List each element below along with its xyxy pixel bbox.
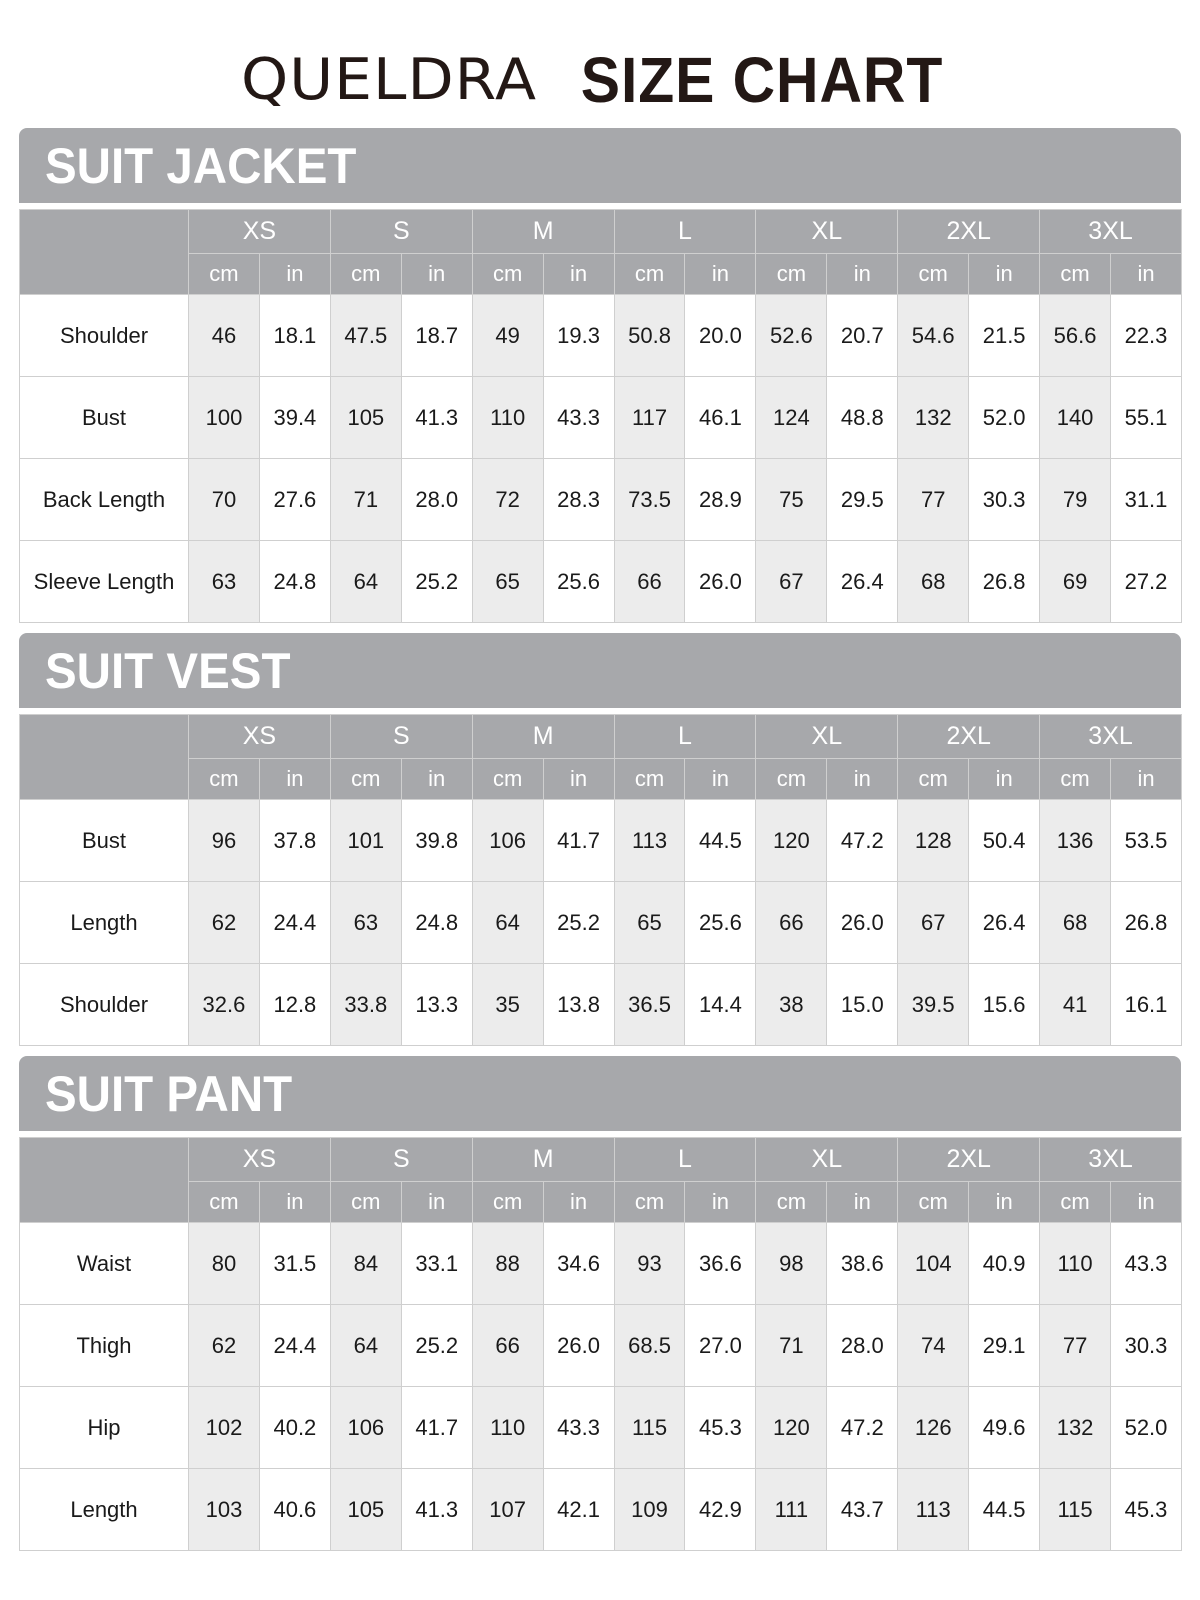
value-cm-cell: 68 — [898, 541, 969, 623]
value-in-cell: 29.5 — [827, 459, 898, 541]
unit-in-header: in — [1111, 254, 1182, 295]
value-in-cell: 20.0 — [685, 295, 756, 377]
value-cm-cell: 64 — [472, 882, 543, 964]
value-in-cell: 39.4 — [259, 377, 330, 459]
unit-cm-header: cm — [1040, 1182, 1111, 1223]
page-header — [0, 42, 1200, 118]
value-in-cell: 25.6 — [543, 541, 614, 623]
value-cm-cell: 73.5 — [614, 459, 685, 541]
table-row — [20, 882, 1182, 964]
section-title-band — [19, 633, 1181, 708]
value-cm-cell: 39.5 — [898, 964, 969, 1046]
value-cm-cell: 115 — [1040, 1469, 1111, 1551]
unit-cm-header: cm — [472, 759, 543, 800]
value-cm-cell: 74 — [898, 1305, 969, 1387]
value-in-cell: 55.1 — [1111, 377, 1182, 459]
brand-logo: QUELDRA — [241, 46, 537, 114]
value-in-cell: 41.7 — [543, 800, 614, 882]
value-in-cell: 14.4 — [685, 964, 756, 1046]
unit-cm-header: cm — [330, 759, 401, 800]
unit-header-row — [20, 759, 1182, 800]
value-in-cell: 40.9 — [969, 1223, 1040, 1305]
table-row — [20, 295, 1182, 377]
value-cm-cell: 79 — [1040, 459, 1111, 541]
value-cm-cell: 110 — [472, 377, 543, 459]
unit-in-header: in — [1111, 759, 1182, 800]
value-cm-cell: 98 — [756, 1223, 827, 1305]
value-in-cell: 28.9 — [685, 459, 756, 541]
size-header: XS — [189, 1138, 331, 1182]
unit-cm-header: cm — [614, 254, 685, 295]
value-cm-cell: 68 — [1040, 882, 1111, 964]
value-cm-cell: 100 — [189, 377, 260, 459]
value-cm-cell: 88 — [472, 1223, 543, 1305]
value-cm-cell: 68.5 — [614, 1305, 685, 1387]
value-cm-cell: 104 — [898, 1223, 969, 1305]
unit-cm-header: cm — [898, 1182, 969, 1223]
unit-cm-header: cm — [898, 254, 969, 295]
value-in-cell: 44.5 — [685, 800, 756, 882]
unit-cm-header: cm — [614, 759, 685, 800]
value-cm-cell: 63 — [330, 882, 401, 964]
value-cm-cell: 50.8 — [614, 295, 685, 377]
size-header: 3XL — [1040, 715, 1182, 759]
table-row — [20, 377, 1182, 459]
section-title-band — [19, 1056, 1181, 1131]
value-cm-cell: 84 — [330, 1223, 401, 1305]
size-header: S — [330, 1138, 472, 1182]
section-title: SUIT PANT — [45, 1065, 293, 1122]
value-in-cell: 26.0 — [685, 541, 756, 623]
value-cm-cell: 107 — [472, 1469, 543, 1551]
value-in-cell: 40.2 — [259, 1387, 330, 1469]
unit-in-header: in — [543, 254, 614, 295]
value-in-cell: 26.0 — [827, 882, 898, 964]
unit-in-header: in — [543, 1182, 614, 1223]
value-cm-cell: 52.6 — [756, 295, 827, 377]
size-header: L — [614, 715, 756, 759]
table-row — [20, 1387, 1182, 1469]
unit-in-header: in — [827, 254, 898, 295]
unit-cm-header: cm — [330, 254, 401, 295]
unit-in-header: in — [259, 759, 330, 800]
value-cm-cell: 103 — [189, 1469, 260, 1551]
value-in-cell: 13.8 — [543, 964, 614, 1046]
value-in-cell: 42.9 — [685, 1469, 756, 1551]
unit-cm-header: cm — [898, 759, 969, 800]
value-cm-cell: 66 — [756, 882, 827, 964]
size-header: L — [614, 210, 756, 254]
value-in-cell: 36.6 — [685, 1223, 756, 1305]
value-in-cell: 20.7 — [827, 295, 898, 377]
value-in-cell: 46.1 — [685, 377, 756, 459]
unit-cm-header: cm — [614, 1182, 685, 1223]
section-title: SUIT JACKET — [45, 137, 357, 194]
unit-in-header: in — [259, 254, 330, 295]
size-header: 2XL — [898, 715, 1040, 759]
size-header: L — [614, 1138, 756, 1182]
section-suit-vest — [19, 633, 1181, 1046]
size-table — [19, 714, 1182, 1046]
value-cm-cell: 111 — [756, 1469, 827, 1551]
unit-cm-header: cm — [1040, 254, 1111, 295]
value-cm-cell: 71 — [756, 1305, 827, 1387]
value-in-cell: 37.8 — [259, 800, 330, 882]
value-cm-cell: 105 — [330, 1469, 401, 1551]
value-cm-cell: 96 — [189, 800, 260, 882]
value-in-cell: 28.0 — [401, 459, 472, 541]
unit-in-header: in — [401, 254, 472, 295]
value-in-cell: 28.0 — [827, 1305, 898, 1387]
value-cm-cell: 33.8 — [330, 964, 401, 1046]
value-cm-cell: 136 — [1040, 800, 1111, 882]
table-row — [20, 800, 1182, 882]
size-header: 3XL — [1040, 1138, 1182, 1182]
value-cm-cell: 105 — [330, 377, 401, 459]
value-in-cell: 31.5 — [259, 1223, 330, 1305]
unit-in-header: in — [969, 759, 1040, 800]
measurement-label: Length — [20, 1469, 189, 1551]
value-in-cell: 50.4 — [969, 800, 1040, 882]
value-in-cell: 22.3 — [1111, 295, 1182, 377]
unit-cm-header: cm — [189, 1182, 260, 1223]
value-cm-cell: 124 — [756, 377, 827, 459]
size-header: S — [330, 715, 472, 759]
value-cm-cell: 120 — [756, 800, 827, 882]
size-header-row — [20, 210, 1182, 254]
value-cm-cell: 77 — [898, 459, 969, 541]
measurement-label: Shoulder — [20, 295, 189, 377]
table-row — [20, 1305, 1182, 1387]
value-in-cell: 26.8 — [1111, 882, 1182, 964]
unit-cm-header: cm — [1040, 759, 1111, 800]
value-in-cell: 47.2 — [827, 1387, 898, 1469]
value-in-cell: 16.1 — [1111, 964, 1182, 1046]
measurement-label: Shoulder — [20, 964, 189, 1046]
unit-in-header: in — [685, 1182, 756, 1223]
value-cm-cell: 36.5 — [614, 964, 685, 1046]
value-in-cell: 12.8 — [259, 964, 330, 1046]
size-table — [19, 1137, 1182, 1551]
value-cm-cell: 69 — [1040, 541, 1111, 623]
section-suit-jacket — [19, 128, 1181, 623]
size-header: XS — [189, 210, 331, 254]
value-in-cell: 48.8 — [827, 377, 898, 459]
value-in-cell: 31.1 — [1111, 459, 1182, 541]
table-row — [20, 459, 1182, 541]
value-in-cell: 26.0 — [543, 1305, 614, 1387]
value-cm-cell: 64 — [330, 541, 401, 623]
value-in-cell: 43.3 — [1111, 1223, 1182, 1305]
value-in-cell: 42.1 — [543, 1469, 614, 1551]
value-in-cell: 43.3 — [543, 377, 614, 459]
value-in-cell: 18.1 — [259, 295, 330, 377]
value-cm-cell: 63 — [189, 541, 260, 623]
value-cm-cell: 110 — [472, 1387, 543, 1469]
value-cm-cell: 64 — [330, 1305, 401, 1387]
size-header: 2XL — [898, 1138, 1040, 1182]
size-header: XS — [189, 715, 331, 759]
section-title-band — [19, 128, 1181, 203]
unit-in-header: in — [543, 759, 614, 800]
size-header: M — [472, 210, 614, 254]
value-in-cell: 18.7 — [401, 295, 472, 377]
unit-cm-header: cm — [330, 1182, 401, 1223]
measurement-label: Bust — [20, 800, 189, 882]
unit-in-header: in — [969, 254, 1040, 295]
measurement-label: Hip — [20, 1387, 189, 1469]
value-in-cell: 25.6 — [685, 882, 756, 964]
value-cm-cell: 93 — [614, 1223, 685, 1305]
value-in-cell: 26.4 — [969, 882, 1040, 964]
value-cm-cell: 72 — [472, 459, 543, 541]
size-table — [19, 209, 1182, 623]
value-cm-cell: 102 — [189, 1387, 260, 1469]
header-corner-cell — [20, 210, 189, 295]
value-in-cell: 47.2 — [827, 800, 898, 882]
section-suit-pant — [19, 1056, 1181, 1551]
value-cm-cell: 117 — [614, 377, 685, 459]
table-row — [20, 1223, 1182, 1305]
measurement-label: Sleeve Length — [20, 541, 189, 623]
value-in-cell: 38.6 — [827, 1223, 898, 1305]
size-header: 2XL — [898, 210, 1040, 254]
unit-in-header: in — [827, 1182, 898, 1223]
unit-in-header: in — [969, 1182, 1040, 1223]
size-header-row — [20, 1138, 1182, 1182]
value-cm-cell: 101 — [330, 800, 401, 882]
measurement-label: Bust — [20, 377, 189, 459]
value-cm-cell: 110 — [1040, 1223, 1111, 1305]
value-cm-cell: 80 — [189, 1223, 260, 1305]
value-in-cell: 41.3 — [401, 1469, 472, 1551]
value-in-cell: 52.0 — [969, 377, 1040, 459]
value-in-cell: 24.8 — [401, 882, 472, 964]
value-in-cell: 25.2 — [401, 1305, 472, 1387]
measurement-label: Length — [20, 882, 189, 964]
value-in-cell: 39.8 — [401, 800, 472, 882]
value-cm-cell: 66 — [614, 541, 685, 623]
value-cm-cell: 77 — [1040, 1305, 1111, 1387]
section-title: SUIT VEST — [45, 642, 291, 699]
value-in-cell: 13.3 — [401, 964, 472, 1046]
unit-cm-header: cm — [756, 759, 827, 800]
value-in-cell: 41.7 — [401, 1387, 472, 1469]
unit-in-header: in — [401, 1182, 472, 1223]
measurement-label: Thigh — [20, 1305, 189, 1387]
size-header: XL — [756, 1138, 898, 1182]
unit-cm-header: cm — [472, 1182, 543, 1223]
value-cm-cell: 71 — [330, 459, 401, 541]
value-in-cell: 27.2 — [1111, 541, 1182, 623]
value-cm-cell: 65 — [472, 541, 543, 623]
value-cm-cell: 128 — [898, 800, 969, 882]
header-corner-cell — [20, 1138, 189, 1223]
value-cm-cell: 70 — [189, 459, 260, 541]
value-in-cell: 15.6 — [969, 964, 1040, 1046]
measurement-label: Back Length — [20, 459, 189, 541]
unit-cm-header: cm — [756, 254, 827, 295]
value-cm-cell: 140 — [1040, 377, 1111, 459]
unit-cm-header: cm — [472, 254, 543, 295]
unit-header-row — [20, 254, 1182, 295]
value-in-cell: 29.1 — [969, 1305, 1040, 1387]
value-in-cell: 44.5 — [969, 1469, 1040, 1551]
value-in-cell: 53.5 — [1111, 800, 1182, 882]
value-in-cell: 27.0 — [685, 1305, 756, 1387]
value-cm-cell: 126 — [898, 1387, 969, 1469]
value-in-cell: 30.3 — [1111, 1305, 1182, 1387]
table-row — [20, 964, 1182, 1046]
value-in-cell: 49.6 — [969, 1387, 1040, 1469]
unit-in-header: in — [401, 759, 472, 800]
unit-cm-header: cm — [189, 759, 260, 800]
value-in-cell: 45.3 — [1111, 1469, 1182, 1551]
value-in-cell: 19.3 — [543, 295, 614, 377]
value-cm-cell: 62 — [189, 882, 260, 964]
value-in-cell: 30.3 — [969, 459, 1040, 541]
value-in-cell: 34.6 — [543, 1223, 614, 1305]
value-in-cell: 24.4 — [259, 1305, 330, 1387]
measurement-label: Waist — [20, 1223, 189, 1305]
value-cm-cell: 49 — [472, 295, 543, 377]
value-cm-cell: 67 — [898, 882, 969, 964]
unit-in-header: in — [685, 254, 756, 295]
unit-in-header: in — [827, 759, 898, 800]
value-in-cell: 33.1 — [401, 1223, 472, 1305]
size-header: S — [330, 210, 472, 254]
value-in-cell: 41.3 — [401, 377, 472, 459]
value-in-cell: 28.3 — [543, 459, 614, 541]
unit-header-row — [20, 1182, 1182, 1223]
value-cm-cell: 132 — [1040, 1387, 1111, 1469]
page-title: SIZE CHART — [580, 44, 944, 116]
value-in-cell: 43.7 — [827, 1469, 898, 1551]
value-cm-cell: 54.6 — [898, 295, 969, 377]
value-in-cell: 43.3 — [543, 1387, 614, 1469]
header-corner-cell — [20, 715, 189, 800]
value-in-cell: 40.6 — [259, 1469, 330, 1551]
size-header: XL — [756, 715, 898, 759]
value-cm-cell: 106 — [330, 1387, 401, 1469]
value-in-cell: 45.3 — [685, 1387, 756, 1469]
size-header: M — [472, 1138, 614, 1182]
value-cm-cell: 115 — [614, 1387, 685, 1469]
value-cm-cell: 109 — [614, 1469, 685, 1551]
size-header-row — [20, 715, 1182, 759]
value-in-cell: 26.8 — [969, 541, 1040, 623]
value-cm-cell: 106 — [472, 800, 543, 882]
value-in-cell: 52.0 — [1111, 1387, 1182, 1469]
value-in-cell: 21.5 — [969, 295, 1040, 377]
table-row — [20, 541, 1182, 623]
value-cm-cell: 32.6 — [189, 964, 260, 1046]
unit-cm-header: cm — [756, 1182, 827, 1223]
value-cm-cell: 67 — [756, 541, 827, 623]
value-cm-cell: 41 — [1040, 964, 1111, 1046]
unit-in-header: in — [1111, 1182, 1182, 1223]
value-cm-cell: 46 — [189, 295, 260, 377]
value-cm-cell: 47.5 — [330, 295, 401, 377]
value-in-cell: 24.8 — [259, 541, 330, 623]
value-in-cell: 15.0 — [827, 964, 898, 1046]
value-cm-cell: 35 — [472, 964, 543, 1046]
value-cm-cell: 120 — [756, 1387, 827, 1469]
value-in-cell: 24.4 — [259, 882, 330, 964]
value-cm-cell: 62 — [189, 1305, 260, 1387]
size-header: M — [472, 715, 614, 759]
unit-cm-header: cm — [189, 254, 260, 295]
value-cm-cell: 66 — [472, 1305, 543, 1387]
value-in-cell: 26.4 — [827, 541, 898, 623]
table-row — [20, 1469, 1182, 1551]
value-cm-cell: 65 — [614, 882, 685, 964]
unit-in-header: in — [259, 1182, 330, 1223]
value-in-cell: 25.2 — [401, 541, 472, 623]
size-header: XL — [756, 210, 898, 254]
value-in-cell: 25.2 — [543, 882, 614, 964]
value-cm-cell: 38 — [756, 964, 827, 1046]
value-cm-cell: 75 — [756, 459, 827, 541]
value-in-cell: 27.6 — [259, 459, 330, 541]
size-header: 3XL — [1040, 210, 1182, 254]
value-cm-cell: 113 — [614, 800, 685, 882]
unit-in-header: in — [685, 759, 756, 800]
value-cm-cell: 56.6 — [1040, 295, 1111, 377]
value-cm-cell: 113 — [898, 1469, 969, 1551]
value-cm-cell: 132 — [898, 377, 969, 459]
